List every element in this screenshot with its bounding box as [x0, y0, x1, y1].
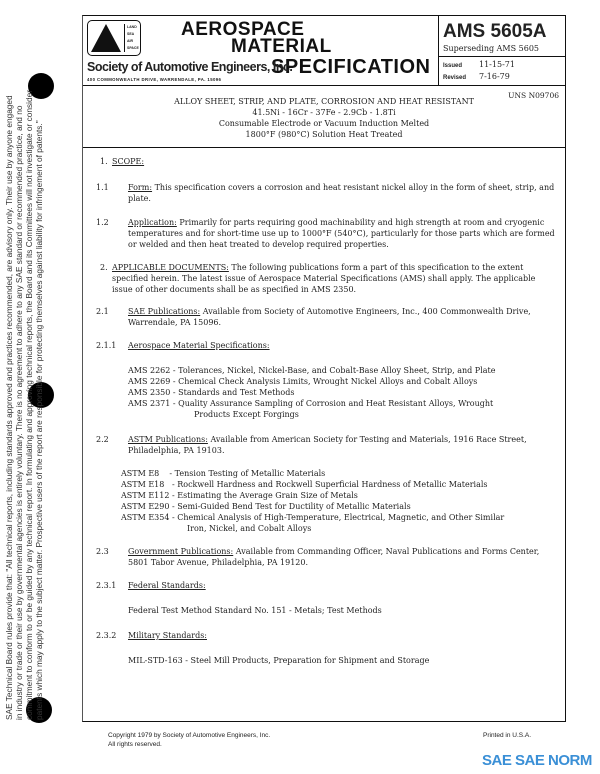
astm-item: ASTM E290 - Semi-Guided Bend Test for Ductility of Metallic Materials	[121, 502, 411, 511]
section-1-1: 1.1 Form: This specification covers a corrosion and heat resistant nickel alloy in the form of sheet, strip, and plate.	[96, 183, 555, 203]
astm-item: ASTM E112 - Estimating the Average Grain Size of Metals	[121, 491, 358, 500]
logo-side-text: SPACE	[127, 46, 139, 50]
section-2-1-1: 2.1.1 Aerospace Material Specifications:	[96, 341, 270, 350]
sae-logo	[87, 20, 141, 56]
logo-side-text: LAND	[127, 25, 137, 29]
astm-item-cont: Iron, Nickel, and Cobalt Alloys	[187, 524, 312, 533]
logo-side-text: SEA	[127, 32, 135, 36]
copyright: Copyright 1979 by Society of Automotive Engineers, Inc. All rights reserved.	[108, 732, 271, 748]
military-standard-item: MIL-STD-163 - Steel Mill Products, Preparation for Shipment and Storage	[128, 656, 430, 665]
issued-label: Issued	[443, 63, 463, 69]
section-1: 1. SCOPE:	[100, 157, 145, 166]
section-2-3-2: 2.3.2 Military Standards:	[96, 631, 207, 640]
spec-number-box	[438, 16, 565, 86]
title-line: ALLOY SHEET, STRIP, AND PLATE, CORROSION AND HEAT RESISTANT	[174, 97, 474, 106]
astm-item: ASTM E8 - Tension Testing of Metallic Materials	[121, 469, 326, 478]
society-address: 400 COMMONWEALTH DRIVE, WARRENDALE, PA. 15096	[87, 77, 222, 82]
section-2-1: 2.1 SAE Publications: Available from Society of Automotive Engineers, Inc., 400 Commonwealth Drive, Warrendale, PA 15096.	[96, 307, 531, 327]
ams-item: AMS 2269 - Chemical Check Analysis Limits, Wrought Nickel Alloys and Cobalt Alloys	[128, 377, 478, 386]
section-2-3: 2.3 Government Publications: Available from Commanding Officer, Naval Publications and Forms Center, 5801 Tabor Avenue, Philadelphia, PA 19120.	[96, 547, 540, 567]
title-line: 1800°F (980°C) Solution Heat Treated	[245, 130, 403, 139]
spec-number: AMS 5605A	[443, 21, 547, 42]
header	[83, 16, 565, 86]
superseding: Superseding AMS 5605	[443, 44, 539, 53]
issued-date: 11-15-71	[479, 60, 515, 69]
section-2-3-1: 2.3.1 Federal Standards:	[96, 581, 206, 590]
astm-item: ASTM E354 - Chemical Analysis of High-Temperature, Electrical, Magnetic, and Other Similar	[121, 513, 505, 522]
ams-item: AMS 2371 - Quality Assurance Sampling of Corrosion and Heat Resistant Alloys, Wrought	[128, 399, 494, 408]
revised-label: Revised	[443, 75, 467, 81]
title-material: MATERIAL	[231, 36, 332, 57]
title-line: 41.5Ni - 16Cr - 37Fe - 2.9Cb - 1.8Ti	[252, 108, 396, 117]
sae-norm-watermark: SAE SAE NORM	[482, 752, 592, 769]
uns-number: UNS N09706	[508, 91, 559, 100]
ams-item: AMS 2350 - Standards and Test Methods	[128, 388, 295, 397]
federal-standard-item: Federal Test Method Standard No. 151 - Metals; Test Methods	[128, 606, 382, 615]
section-2: 2. APPLICABLE DOCUMENTS: The following publications form a part of this specification to the extent specified herein. The latest issue of Aerospace Material Specifications (AMS) shall apply. The applicable issue of other documents shall be as specified in AMS 2350.	[100, 263, 536, 294]
material-title	[83, 88, 565, 148]
logo-side-text: AIR	[127, 39, 134, 43]
printed-in: Printed in U.S.A.	[483, 732, 532, 739]
title-specification: SPECIFICATION	[271, 56, 431, 78]
society-name: Society of Automotive Engineers, Inc.	[87, 60, 293, 74]
logo-triangle-icon	[91, 24, 121, 52]
ams-item: AMS 2262 - Tolerances, Nickel, Nickel-Base, and Cobalt-Base Alloy Sheet, Strip, and Plate	[128, 366, 496, 375]
section-2-2: 2.2 ASTM Publications: Available from American Society for Testing and Materials, 1916 Race Street, Philadelphia, PA 19103.	[96, 435, 527, 455]
title-line: Consumable Electrode or Vacuum Induction Melted	[218, 119, 430, 128]
disclaimer-text: SAE Technical Board rules provide that: "All technical reports, including standards approved and practices recommended, are advisory only. Their use by anyone engaged in industry or trade or their use by governmental agencies is entirely voluntary. There is no agreement to adhere to any SAE standard or recommended practice, and no commitment to conform to or be guided by any technical report. In formulating and approving technical reports, the Board and its Committees will not investigate or consider patents which may apply to the subject matter. Prospective users of the report are responsible for protecting themselves against liability for infringement of patents."	[4, 90, 44, 720]
title-aerospace: AEROSPACE	[181, 19, 305, 40]
issued-row	[443, 60, 515, 69]
revised-date: 7-16-79	[479, 72, 510, 81]
ams-item-cont: Products Except Forgings	[194, 410, 299, 419]
section-1-2: 1.2 Application: Primarily for parts requiring good machinability and high strength at room and cryogenic temperatures and for short-time use up to 1000°F (540°C), particularly for those parts which are formed or welded and then heat treated to develop required properties.	[96, 218, 555, 249]
revised-row	[443, 72, 510, 81]
astm-item: ASTM E18 - Rockwell Hardness and Rockwell Superficial Hardness of Metallic Materials	[121, 480, 488, 489]
